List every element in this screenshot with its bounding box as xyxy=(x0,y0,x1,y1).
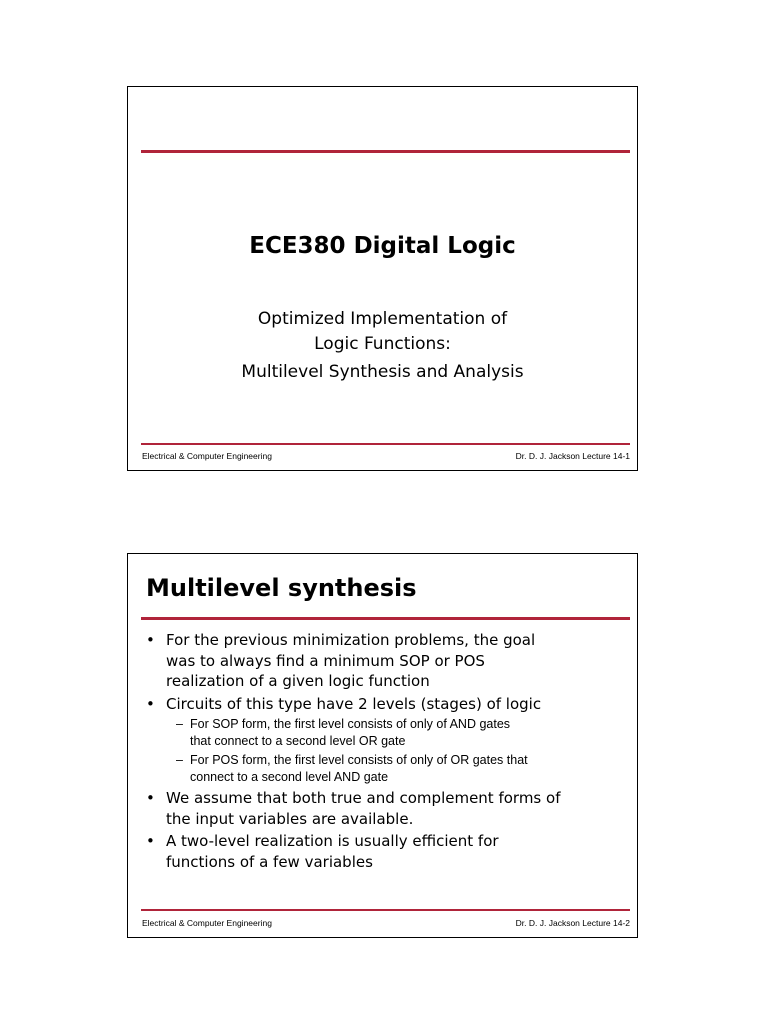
footer-divider xyxy=(141,443,630,445)
bullet-list xyxy=(142,630,631,874)
footer-lecture: Dr. D. J. Jackson Lecture 14-2 xyxy=(515,918,630,928)
bullet-item: • Circuits of this type have 2 levels (stages) of logic xyxy=(146,694,542,713)
slide-title: Multilevel synthesis xyxy=(146,574,417,602)
slide-title: ECE380 Digital Logic xyxy=(249,233,516,259)
sub-bullet-item: – For SOP form, the first level consists of only of AND gates that connect to a second level OR gate xyxy=(176,717,511,748)
title-divider xyxy=(141,150,630,153)
footer-department: Electrical & Computer Engineering xyxy=(142,451,272,461)
footer-lecture: Dr. D. J. Jackson Lecture 14-1 xyxy=(515,451,630,461)
bullet-item: • For the previous minimization problems, the goal was to always find a minimum SOP or POS realization of a given logic function xyxy=(146,631,536,690)
dash-icon: – xyxy=(176,717,183,731)
bullet-item: • We assume that both true and complement forms of the input variables are available. xyxy=(146,789,561,828)
footer-department: Electrical & Computer Engineering xyxy=(142,918,272,928)
bullet-icon: • xyxy=(146,832,155,850)
subtitle-line: Multilevel Synthesis and Analysis xyxy=(241,362,524,382)
dash-icon: – xyxy=(176,753,183,767)
bullet-icon: • xyxy=(146,789,155,807)
slide-1 xyxy=(127,86,638,471)
slide-2 xyxy=(127,553,638,938)
subtitle-line: Logic Functions: xyxy=(314,334,451,354)
sub-bullet-item: – For POS form, the first level consists of only of OR gates that connect to a second level AND gate xyxy=(176,753,528,784)
title-divider xyxy=(141,617,630,620)
bullet-icon: • xyxy=(146,694,155,713)
bullet-icon: • xyxy=(146,631,155,649)
subtitle-line: Optimized Implementation of xyxy=(257,309,508,329)
footer-divider xyxy=(141,909,630,911)
bullet-item: • A two-level realization is usually efficient for functions of a few variables xyxy=(146,832,499,871)
